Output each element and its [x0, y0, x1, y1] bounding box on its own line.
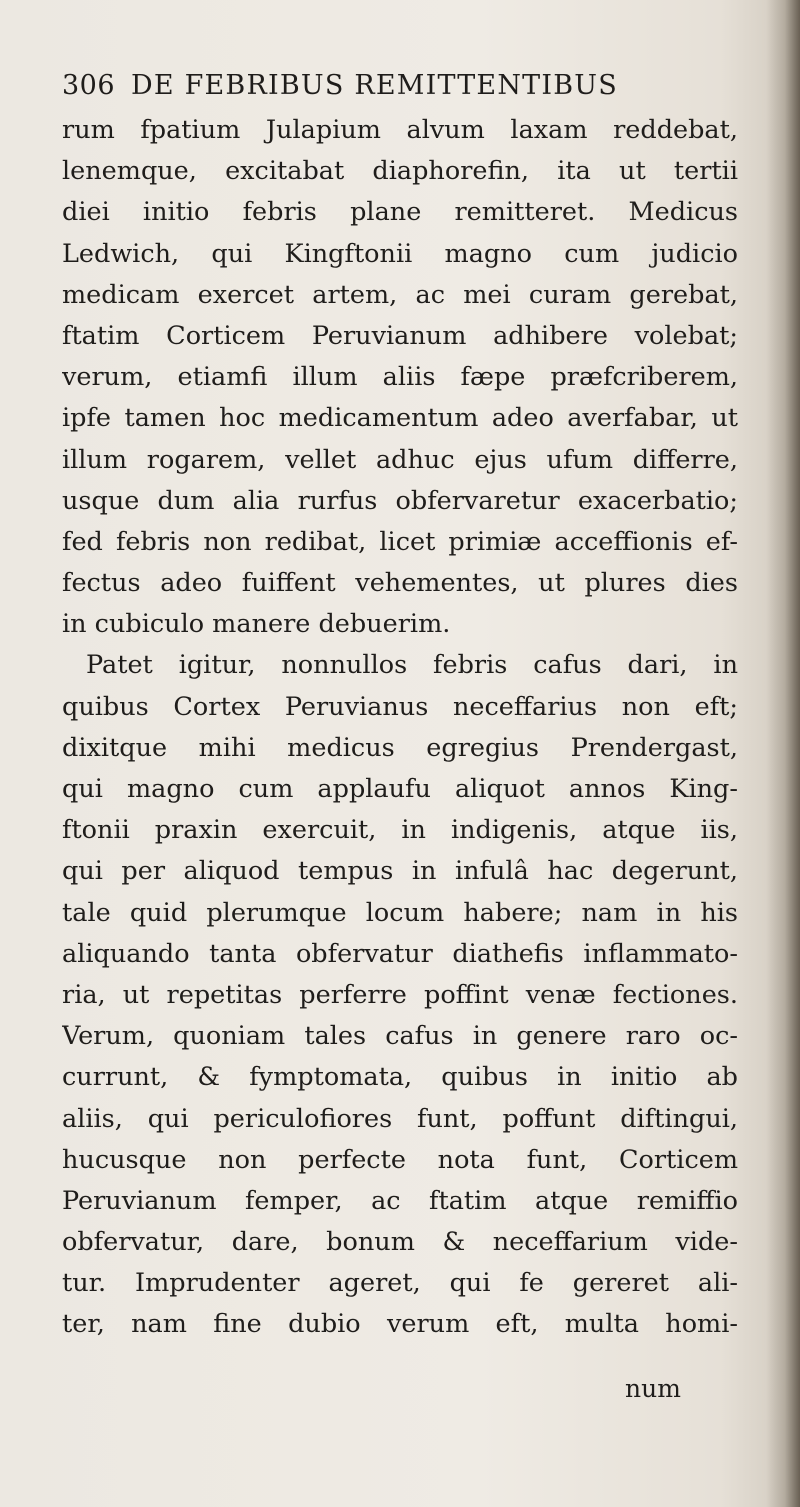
text-line: fed febris non redibat, licet primiæ acceffionis ef- [62, 526, 738, 557]
text-line: fectus adeo fuiffent vehementes, ut plures dies [62, 568, 738, 599]
text-line: qui per aliquod tempus in infulâ hac degerunt, [62, 856, 738, 887]
text-line: diei initio febris plane remitteret. Medicus [62, 197, 738, 228]
text-line: rum fpatium Julapium alvum laxam reddebat, [62, 115, 738, 145]
text-line: obfervatur, dare, bonum & neceffarium vide- [62, 1227, 738, 1258]
text-line: ria, ut repetitas perferre poffint venæ fectiones. [62, 979, 738, 1010]
text-line: aliquando tanta obfervatur diathefis inflammato- [62, 938, 738, 969]
body-text [62, 110, 738, 1346]
text-line: Ledwich, qui Kingftonii magno cum judicio [62, 238, 738, 269]
catchword: num [625, 1374, 681, 1403]
text-line: tale quid plerumque locum habere; nam in his [62, 897, 738, 928]
text-line: currunt, & fymptomata, quibus in initio ab [62, 1062, 738, 1093]
text-line: qui magno cum applaufu aliquot annos King- [62, 774, 738, 804]
text-line: ipfe tamen hoc medicamentum adeo averfabar, ut [62, 403, 738, 434]
text-line: Verum, quoniam tales cafus in genere raro oc- [62, 1021, 738, 1052]
page-number: 306 [62, 70, 116, 101]
text-line: medicam exercet artem, ac mei curam gerebat, [62, 279, 738, 310]
running-head: DE FEBRIBUS REMITTENTIBUS [131, 70, 618, 101]
text-line: quibus Cortex Peruvianus neceffarius non eft; [62, 691, 738, 722]
text-line: ter, nam fine dubio verum eft, multa homi- [62, 1309, 738, 1340]
text-line: illum rogarem, vellet adhuc ejus ufum differre, [62, 444, 738, 475]
page-header [62, 70, 742, 112]
text-line: aliis, qui periculofiores funt, poffunt diftingui, [62, 1103, 738, 1134]
page-edge-shadow [766, 0, 800, 1507]
text-line: usque dum alia rurfus obfervaretur exacerbatio; [62, 485, 738, 516]
text-line: in cubiculo manere debuerim. [62, 609, 451, 640]
text-line: ftatim Corticem Peruvianum adhibere volebat; [62, 320, 738, 351]
text-line: hucusque non perfecte nota funt, Corticem [62, 1144, 738, 1175]
text-line: dixitque mihi medicus egregius Prendergast, [62, 732, 738, 763]
text-line: lenemque, excitabat diaphorefin, ita ut tertii [62, 156, 738, 187]
text-line: Peruvianum femper, ac ftatim atque remiffio [62, 1185, 738, 1216]
text-line: Patet igitur, nonnullos febris cafus dari, in [86, 650, 738, 681]
text-line: verum, etiamfi illum aliis fæpe præfcriberem, [62, 362, 738, 393]
text-line: tur. Imprudenter ageret, qui fe gereret ali- [62, 1268, 738, 1299]
text-line: ftonii praxin exercuit, in indigenis, atque iis, [62, 815, 738, 846]
